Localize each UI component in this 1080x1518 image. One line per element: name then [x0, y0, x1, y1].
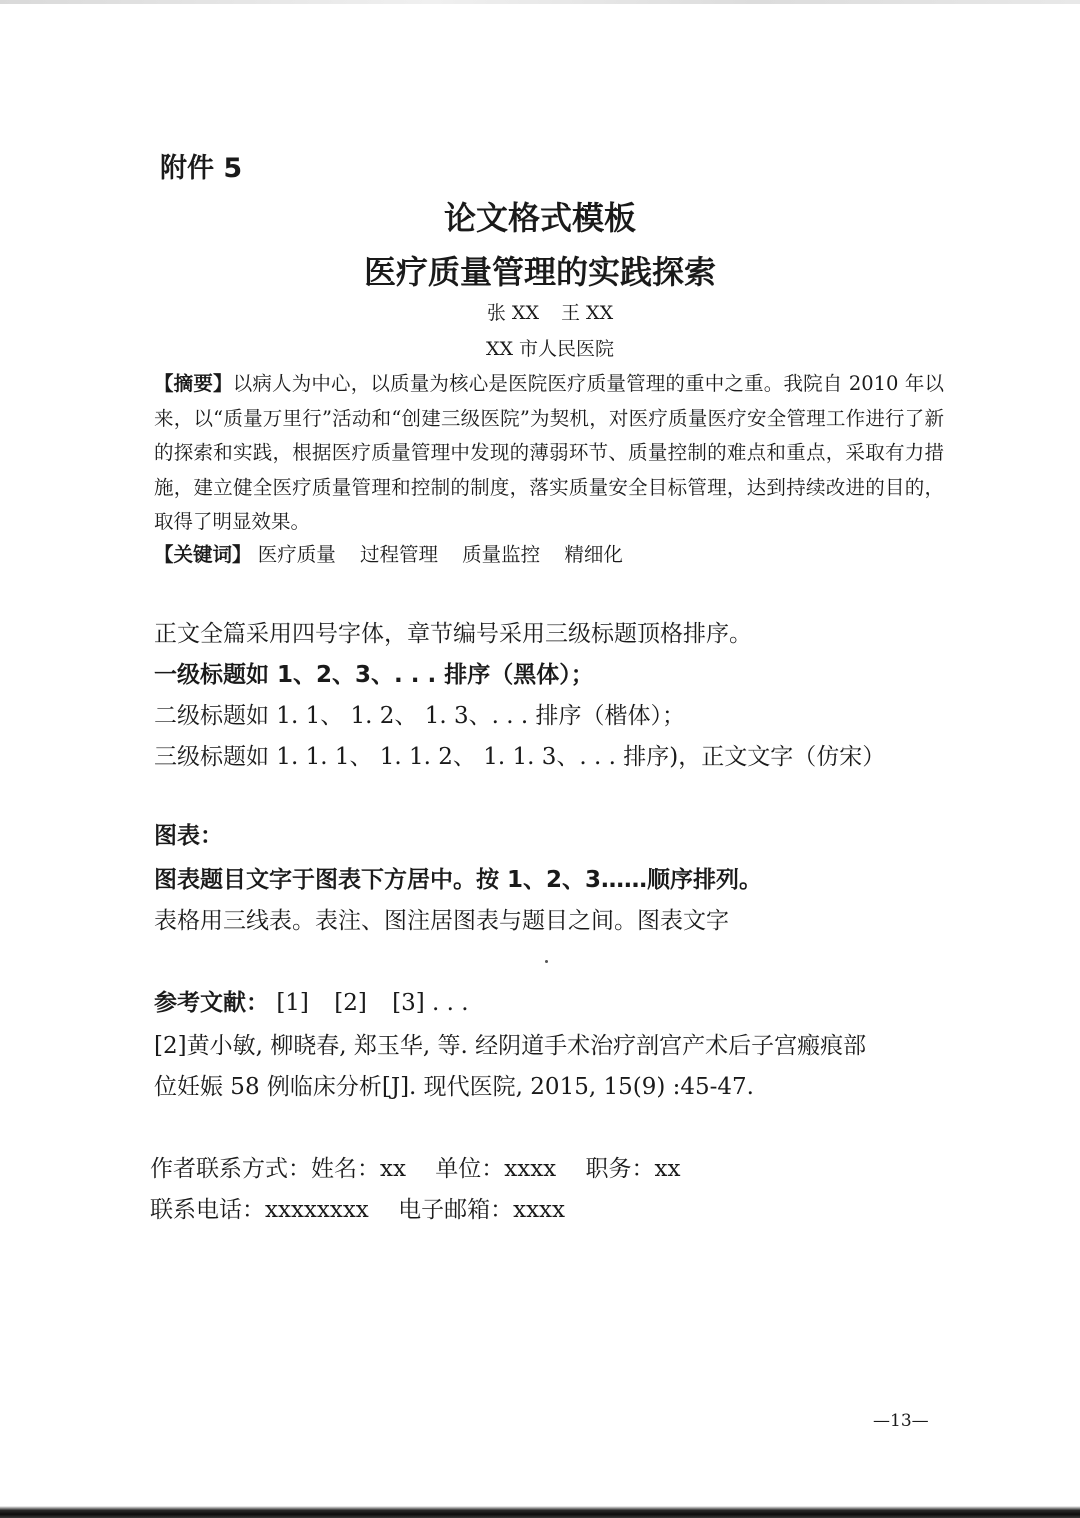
authors — [0, 298, 1080, 325]
reference-marker: [1] — [276, 990, 309, 1016]
contact-position: 职务：xx — [585, 1156, 681, 1182]
contact-name: 作者联系方式：姓名：xx — [150, 1156, 406, 1182]
attachment-label: 附件 5 — [160, 153, 243, 184]
abstract-text: 以病人为中心，以质量为核心是医院医疗质量管理的重中之重。我院自 2010 年以来，以“质量万里行”活动和“创建三级医院”为契机，对医疗质量医疗安全管理工作进行了新的探索和实践，根据医疗质量管理中发现的薄弱环节、质量控制的难点和重点，采取有力措施，建立健全医疗质量管理和控制的制度，落实质量安全目标管理，达到持续改进的目的，取得了明显效果。 — [154, 372, 944, 533]
keyword: 过程管理 — [359, 543, 438, 566]
keyword: 医疗质量 — [257, 543, 336, 566]
reference-example-line2: 位妊娠 58 例临床分析[J]. 现代医院, 2015, 15(9) :45-47. — [154, 1074, 754, 1100]
scan-edge-top — [0, 0, 1080, 4]
reference-marker: [2] — [334, 990, 367, 1016]
level3-heading-rule: 三级标题如 1. 1. 1、 1. 1. 2、 1. 1. 3、. . . 排序)，正文文字（仿宋） — [154, 744, 886, 770]
figure-caption-rule: 图表题目文字于图表下方居中。按 1、2、3……顺序排列。 — [154, 867, 763, 893]
references-heading — [154, 984, 487, 1017]
abstract — [154, 367, 944, 540]
author-name: 张 XX — [486, 302, 539, 324]
level2-heading-rule: 二级标题如 1. 1、 1. 2、 1. 3、. . . 排序（楷体）； — [154, 703, 685, 729]
page-number: —13— — [873, 1411, 929, 1431]
author-name: 王 XX — [561, 302, 614, 324]
template-title: 论文格式模板 — [443, 199, 636, 237]
contact-email: 电子邮箱：xxxx — [398, 1197, 565, 1223]
contact-unit: 单位：xxxx — [435, 1156, 557, 1182]
keywords-label: 【关键词】 — [154, 543, 252, 566]
references-label: 参考文献： — [154, 990, 269, 1016]
keywords — [154, 539, 641, 567]
contact-phone: 联系电话：xxxxxxxx — [150, 1197, 369, 1223]
paper-title: 医疗质量管理的实践探索 — [363, 253, 716, 291]
level1-heading-rule: 一级标题如 1、2、3、. . . 排序（黑体）； — [154, 662, 594, 688]
body-instruction: 正文全篇采用四号字体，章节编号采用三级标题顶格排序。 — [154, 621, 752, 647]
reference-marker: [3] . . . — [392, 990, 469, 1016]
scan-speck — [545, 960, 548, 963]
table-format-rule: 表格用三线表。表注、图注居图表与题目之间。图表文字 — [154, 908, 729, 934]
contact-info-line2 — [150, 1191, 587, 1224]
abstract-label: 【摘要】 — [154, 372, 233, 395]
scan-edge-bottom — [0, 1506, 1080, 1518]
organization: XX 市人民医院 — [485, 338, 615, 360]
keyword: 精细化 — [564, 543, 623, 566]
figures-heading: 图表： — [154, 823, 223, 849]
contact-info-line1 — [150, 1150, 702, 1183]
reference-example-line1: [2]黄小敏, 柳晓春, 郑玉华, 等. 经阴道手术治疗剖宫产术后子宫瘢痕部 — [154, 1033, 867, 1059]
keyword: 质量监控 — [462, 543, 541, 566]
